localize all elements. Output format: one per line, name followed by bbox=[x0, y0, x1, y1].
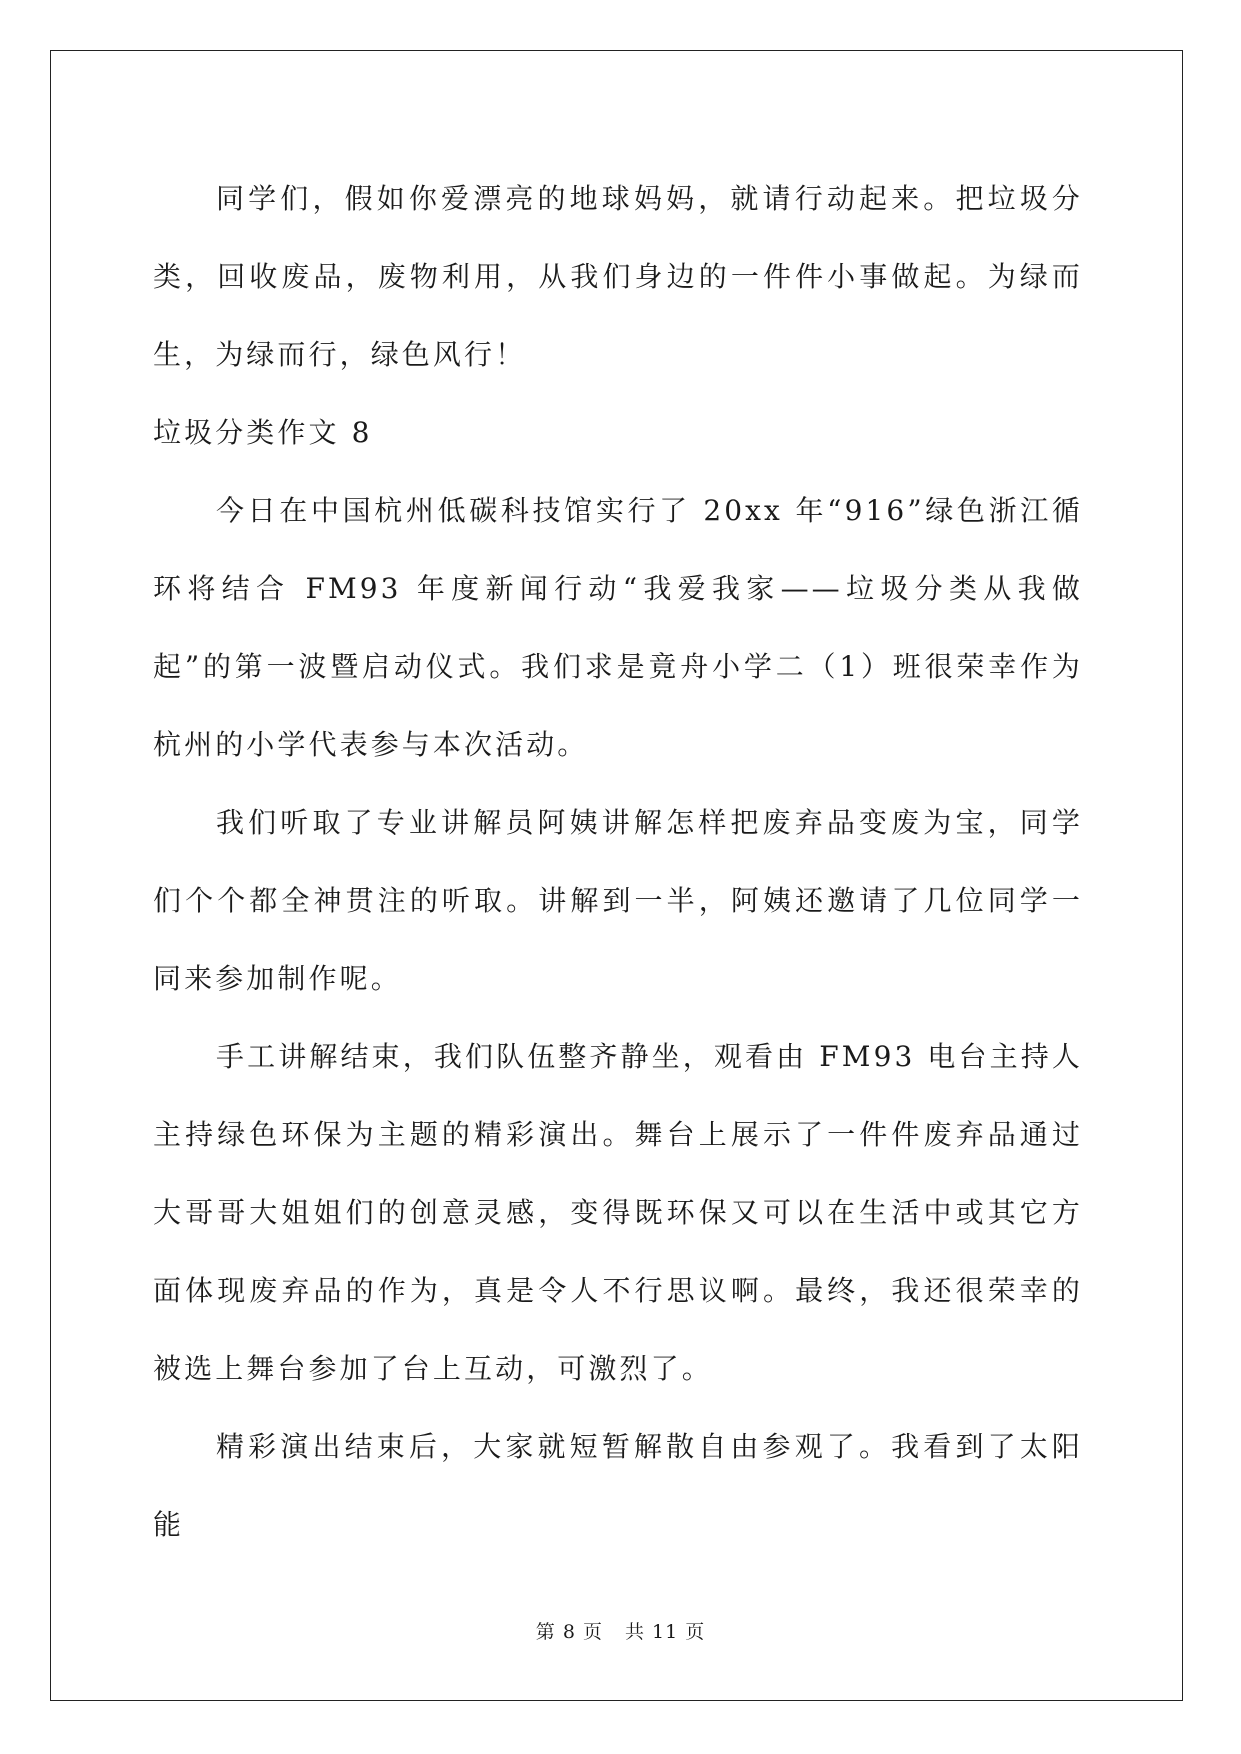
page-footer bbox=[0, 1617, 1241, 1644]
paragraph-intro: 同学们，假如你爱漂亮的地球妈妈，就请行动起来。把垃圾分类，回收废品，废物利用，从我们身边的一件件小事做起。为绿而生，为绿而行，绿色风行！ bbox=[153, 182, 1083, 371]
paragraph-4: 精彩演出结束后，大家就短暂解散自由参观了。我看到了太阳能 bbox=[153, 1430, 1083, 1541]
paragraph-1: 今日在中国杭州低碳科技馆实行了 20xx 年“916”绿色浙江循环将结合 FM93 年度新闻行动“我爱我家——垃圾分类从我做起”的第一波暨启动仪式。我们求是竟舟小学二（1）班很荣幸作为杭州的小学代表参与本次活动。 bbox=[153, 494, 1083, 761]
paragraph-3: 手工讲解结束，我们队伍整齐静坐，观看由 FM93 电台主持人主持绿色环保为主题的精彩演出。舞台上展示了一件件废弃品通过大哥哥大姐姐们的创意灵感，变得既环保又可以在生活中或其它方面体现废弃品的作为，真是令人不行思议啊。最终，我还很荣幸的被选上舞台参加了台上互动，可激烈了。 bbox=[153, 1040, 1083, 1385]
document-body bbox=[153, 160, 1083, 1564]
page-total: 共 11 页 bbox=[624, 1621, 706, 1643]
section-heading: 垃圾分类作文 8 bbox=[153, 416, 373, 449]
page-number: 第 8 页 bbox=[535, 1621, 603, 1643]
paragraph-2: 我们听取了专业讲解员阿姨讲解怎样把废弃品变废为宝，同学们个个都全神贯注的听取。讲解到一半，阿姨还邀请了几位同学一同来参加制作呢。 bbox=[153, 806, 1083, 995]
